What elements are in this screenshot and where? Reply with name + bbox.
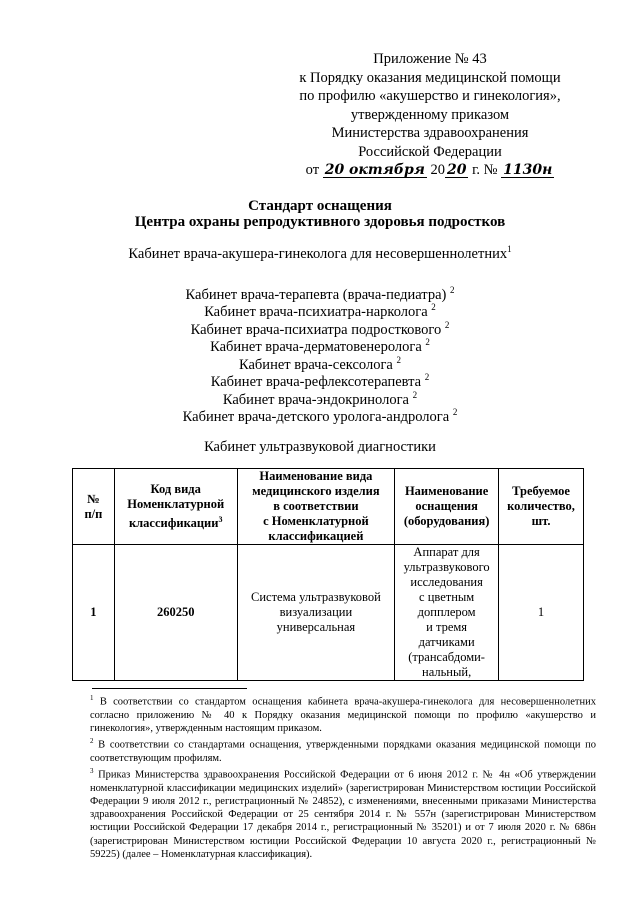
row-device-name: Система ультразвуковой визуализации универсальная xyxy=(237,545,395,681)
header-number: № п/п xyxy=(73,469,115,545)
equipment-table xyxy=(72,468,584,681)
footnote-divider xyxy=(92,688,247,689)
appendix-line: по профилю «акушерство и гинекология», xyxy=(299,88,561,104)
cabinet-item: Кабинет врача-психиатра-нарколога $^2$ xyxy=(204,302,436,320)
year-prefix: 20 xyxy=(430,162,445,178)
footnote-ref: 2 xyxy=(449,285,455,295)
header-equipment: Наименование оснащения (оборудования) xyxy=(395,469,499,545)
footnote-ref: 1 xyxy=(507,244,512,254)
footnote-1: $^1$ В соответствии со стандартом оснащения кабинета врача-акушера-гинеколога для несовершеннолетних согласно приложению № 40 к Порядку оказания медицинской помощи по профилю «акушерство и гинекология», утвержденным настоящим приказом. xyxy=(90,694,596,734)
footnote-ref: 2 xyxy=(424,372,430,382)
appendix-line: Российской Федерации xyxy=(358,143,502,160)
document-subtitle: Центра охраны репродуктивного здоровья подростков xyxy=(134,214,506,230)
cabinet-item: Кабинет врача-дерматовенеролога $^2$ xyxy=(210,337,430,355)
footnote-ref: 2 xyxy=(431,302,436,312)
row-code: 260250 xyxy=(114,545,237,681)
appendix-block xyxy=(260,50,600,180)
footnote-ref: 2 xyxy=(425,337,430,347)
footnote-2: $^2$ В соответствии со стандартами оснащения, утвержденными порядками оказания медицинской помощи по соответствующим профилям. xyxy=(90,737,596,764)
header-quantity: Требуемое количество, шт. xyxy=(499,469,584,545)
table-row xyxy=(73,545,584,681)
footnote-ref: 2 xyxy=(396,355,401,365)
appendix-number: Приложение № 43 xyxy=(373,51,487,67)
footnote-ref: 2 xyxy=(444,320,450,330)
cabinet-item: Кабинет врача-рефлексотерапевта $^2$ xyxy=(210,372,430,390)
handwritten-year: 20 xyxy=(447,162,467,178)
date-prefix: от xyxy=(305,162,320,178)
cabinet-item: Кабинет врача-психиатра подросткового $^2$ xyxy=(190,320,450,338)
cabinet-item: Кабинет врача-акушера-гинеколога для несовершеннолетних$^1$ xyxy=(128,244,512,262)
appendix-line: к Порядку оказания медицинской помощи xyxy=(299,69,561,86)
appendix-line: Министерства здравоохранения xyxy=(331,125,529,141)
order-date-line xyxy=(260,161,600,180)
footnote-3: $^3$ Приказ Министерства здравоохранения Российской Федерации от 6 июня 2012 г. № 4н «Об утверждении номенклатурной классификации медицинских изделий» (зарегистрирован Министерством юстиции Российской Федерации 9 июля 2012 г., регистрационный № 24852), с изменениями, внесенными приказами Министерства здравоохранения Российской Федерации от 25 сентября 2014 г. № 557н (зарегистрирован Министерством юстиции Российской Федерации 17 декабря 2014 г., регистрационный № 35201) и от 7 июля 2020 г. № 686н (зарегистрирован Министерством юстиции Российской Федерации 10 августа 2020 г., регистрационный № 59225) (далее – Номенклатурная классификация). xyxy=(90,767,597,860)
cabinet-item: Кабинет врача-сексолога $^2$ xyxy=(239,355,401,373)
order-number-label: г. № xyxy=(472,162,498,178)
document-title: Стандарт оснащения xyxy=(248,198,392,214)
cabinet-item: Кабинет ультразвуковой диагностики xyxy=(204,439,436,455)
row-number: 1 xyxy=(73,545,115,681)
handwritten-date: 20 октября xyxy=(324,162,425,178)
row-quantity: 1 xyxy=(499,545,584,681)
cabinet-item: Кабинет врача-терапевта (врача-педиатра) $^2$ xyxy=(185,285,455,303)
cabinet-item: Кабинет врача-детского уролога-андролога $^2$ xyxy=(182,407,458,425)
handwritten-order-number: 1130н xyxy=(503,162,553,178)
footnotes xyxy=(90,692,596,861)
row-equipment: Аппарат для ультразвукового исследования с цветным допплером и тремя датчиками (трансабдоми- нальный, xyxy=(395,545,499,681)
footnote-ref: 2 xyxy=(412,390,418,400)
footnote-ref: 2 xyxy=(452,407,458,417)
header-code: Код вида Номенклатурной классификации$^3$ xyxy=(114,469,237,545)
cabinet-item: Кабинет врача-эндокринолога $^2$ xyxy=(222,390,418,408)
appendix-line: утвержденному приказом xyxy=(350,106,510,123)
table-header-row xyxy=(73,469,584,545)
header-device-name: Наименование вида медицинского изделия в соответствии с Номенклатурной классификацией xyxy=(237,469,395,545)
